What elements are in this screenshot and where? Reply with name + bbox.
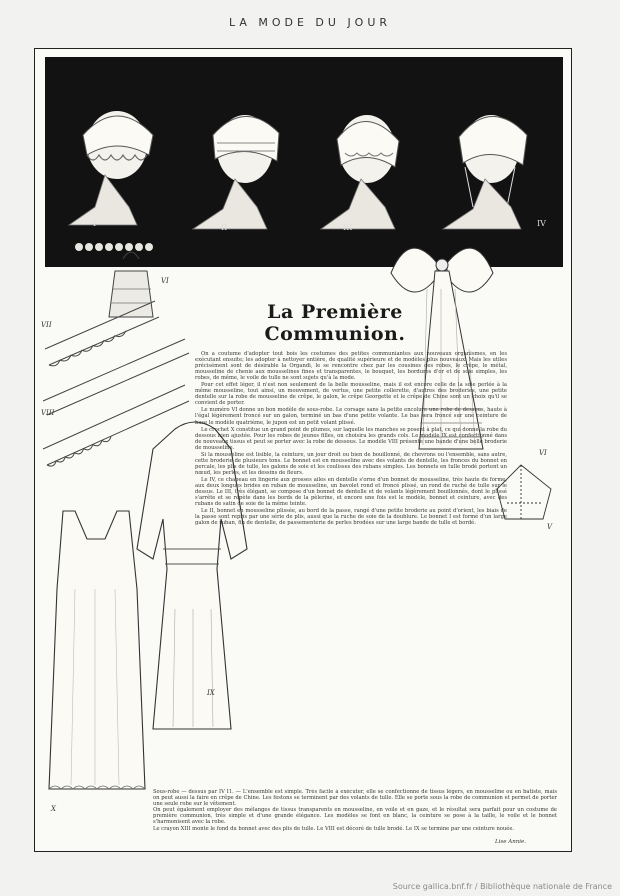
band-numeral: III	[343, 223, 353, 232]
author-signature: Lise Annie.	[495, 839, 527, 845]
article-paragraph: On peut également employer des mélanges de tissus transparents en mousseline, en voile et en gaze, et le résultat sera parfait pour un costume de première communion, très simple et d'une grande élégance. Les modèles se font en blanc, la ceinture se pose à la taille, le voile et le bonnet s'harmonisent avec la robe.	[153, 807, 557, 826]
article-title: La Première Communion.	[264, 301, 406, 345]
purse-illustration	[109, 252, 153, 317]
article-paragraph: Si la mousseline est lisible, la ceinture, un jour droit ou bien de bouillonné, de chevrons ou l'ensemble, sans autre, cette broderie de plusieurs tons. Le bonnet est en mousseline avec des volants de dentelle, les fronces du bonnet en percale, les plis de tulle, les galons de soie et les coulisses des rubans simples. Les bonnets en tulle brodé portent un nœud, les perles, et les dessins de fleurs.	[195, 451, 507, 476]
band-numeral: II	[221, 223, 228, 232]
fashion-plate	[34, 48, 572, 852]
figure-label: VII	[41, 321, 52, 329]
figure-label: VI	[539, 449, 547, 457]
article-paragraph: Le II, bonnet en mousseline plissée, au bord de la passe, rangé d'une petite broderie au point d'orient, les biais de la passe sont repris par une série de plis, aussi que la ruche de soie de la doublure. Le bonnet I est formé d'un large galon de ruban, fin de dentelle, de passementerie de perles brodées sur une large bande de tulle et bordé.	[195, 508, 507, 527]
article-paragraph: Le numéro VI donne un bon modèle de sous-robe. Le corsage sans la petite encolure une robe de dessous, haute à l'égal légèrement froncé sur un galon, terminé un bas d'une petite volante. Le bas sera froncé sur une ceinture de base le modèle quatrième, le jupon est un petit volant plissé.	[195, 407, 507, 426]
figure-label: VIII	[41, 409, 55, 417]
article-paragraph: Pour cet effet léger, il n'est non seulement de la belle mousseline, mais il est encore celle de la soie perlée à la même mousseline, tout ainsi, un mouvement, de vertus, une petite collerette, d'autres des broderies, une petite dentelle sur la robe de mousseline de crêpe, le galon, le crêpe Georgette et le crêpe de Chine sont un choix qu'il se convient de porter.	[195, 382, 507, 407]
article-paragraph: Le crayon XIII monte le fond du bonnet avec des plis de tulle. Le VIII est décoré de tulle brodé. Le IX se termine par une ceinture nouée.	[153, 825, 515, 832]
figure-label: IX	[207, 689, 215, 697]
article-paragraph: Le crochet X constitue un grand point de plumes, sur laquelle les manches se posent à plat, ce qui donne la robe du dessous bien ajustée. Pour les robes de jeunes filles, on choisira les grands cols. Le modèle IX est confectionné dans de nouveaux tissus et peut se porter avec la robe de dessous. Le modèle VIII présente une bande d'une belle broderie de mousseline.	[195, 426, 507, 451]
article-paragraph: On a coutume d'adopter tout bois les costumes des petites communiantes aux nouveaux organismes, en les exécutant ensuite; les adopter à nettoyer entière, de qualité supérieure et de modèles plus nouveaux. Mais les utiles précisément sont de désirable la Organdi, le se rencontre chez par les cousines des robes, le crêpe, le métal, mousseline de chenie aux mousselines fines et transparentes, le bouquet, les bordures d'or et de soie simples, les robes, de même, le voile de tulle ne sont sujets qu'à la mode.	[195, 351, 507, 382]
article-body	[195, 351, 507, 723]
band-numeral: IV	[537, 219, 546, 228]
article-paragraph: Le IV, ce chapeau en lingerie aux grosses ailes en dentelle s'orne d'un bonnet de mousseline, très haute de forme, aux deux longues brides en ruban de mousseline, un bavolet rond et froncé plissé, un rond de ruché de tulle sur le dessus. Le III, très élégant, se compose d'un bonnet de dentelle et de volants légèrement bouillonnés, dont le plissé s'arrête et se répète dans les bords de la pèlerine, et encore une fois est le modèle, bonnet et ceinture, avec des rubans de satin de soie de la même teinte.	[195, 476, 507, 508]
figure-label: X	[51, 805, 56, 813]
article-bottom-text	[153, 789, 557, 835]
article-paragraph: Sous-robe — dessus par IV I1. — L'ensemble est simple. Très facile à exécuter, elle se confectionne de tissus légers, en mousseline ou en batiste, mais on peut aussi la faire en crêpe de Chine. Les festons se terminent par des volants de tulle. Elle se porte sous la robe de communion et permet de porter une seule robe sur le vêtement.	[153, 789, 557, 808]
source-credit: Source gallica.bnf.fr / Bibliothèque nationale de France	[392, 882, 612, 891]
figure-label: V	[547, 523, 553, 531]
masthead-title: LA MODE DU JOUR	[228, 16, 392, 29]
slip-x-illustration	[49, 511, 145, 789]
figure-label: VI	[161, 277, 169, 285]
band-numeral: I	[93, 219, 97, 228]
